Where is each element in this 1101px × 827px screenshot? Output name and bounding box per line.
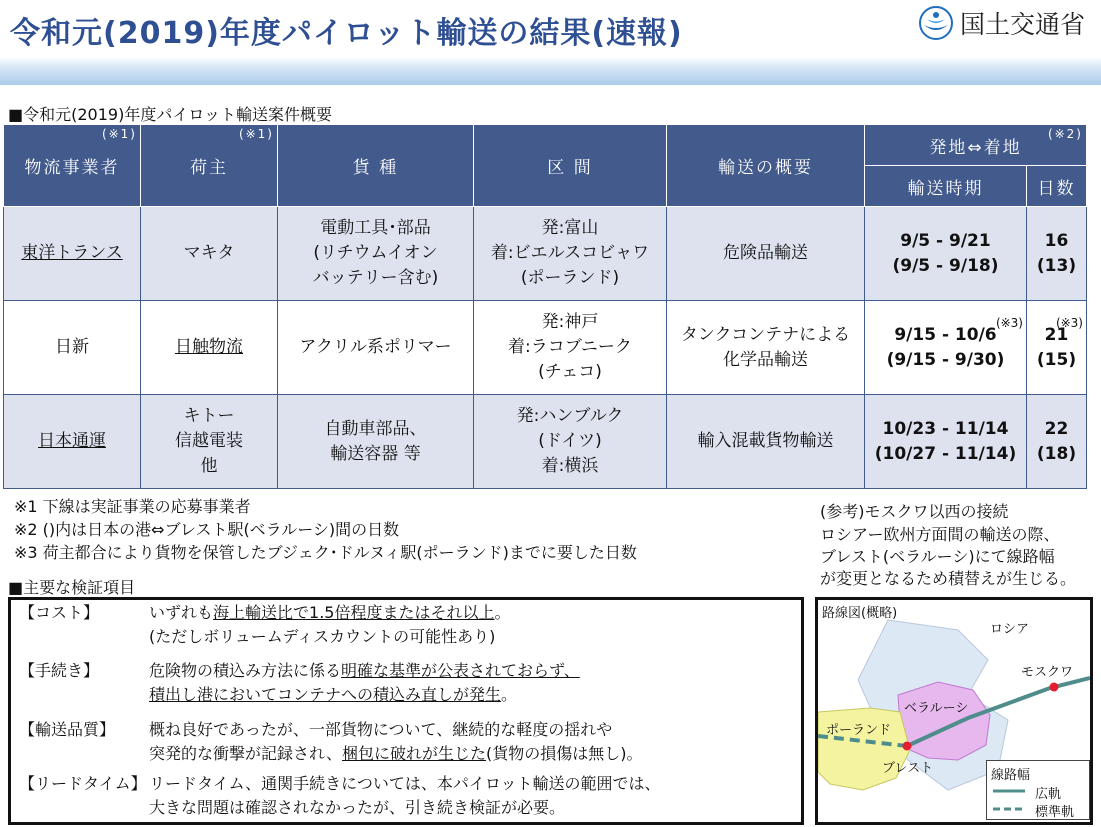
verification-item-procedure: 【手続き】 危険物の積込み方法に係る明確な基準が公表されておらず、 積出し港においてコンテナへの積込み直しが発生。 — [19, 661, 580, 704]
cargo-cell: 電動工具･部品 (リチウムイオン バッテリー含む) — [278, 207, 474, 301]
operator-cell — [4, 301, 141, 395]
days-cell: 16 (13) — [1027, 207, 1087, 301]
broad-gauge-line-icon — [993, 783, 1027, 799]
operator-name: 東洋トランス — [21, 243, 123, 263]
item-label: 【手続き】 — [19, 661, 100, 680]
summary-cell: 危険品輸送 — [667, 207, 865, 301]
brest-marker — [903, 742, 912, 751]
table-section-title: ■令和元(2019)年度パイロット輸送案件概要 — [8, 105, 333, 124]
period-cell: 10/23 - 11/14 (10/27 - 11/14) — [865, 395, 1027, 489]
label-brest: ブレスト — [882, 761, 934, 776]
item-label: 【リードタイム】 — [19, 774, 147, 793]
header-summary: 輸送の概要 — [667, 125, 865, 207]
legend-broad: 広軌 — [993, 783, 1089, 799]
label-belarus: ベラルーシ — [904, 701, 969, 716]
route-cell: 発:神戸 着:ラコブニーク (チェコ) — [474, 301, 667, 395]
legend-title: 線路幅 — [991, 768, 1031, 783]
days-note: (※3) — [1055, 316, 1083, 330]
days-cell: 22 (18) — [1027, 395, 1087, 489]
verification-section-title: ■主要な検証項目 — [8, 578, 136, 597]
header-origin-dest: (※2) 発地⇔着地 — [865, 125, 1087, 166]
footnotes — [14, 495, 637, 564]
label-moscow: モスクワ — [1021, 665, 1074, 680]
footnote: ※1 下線は実証事業の応募事業者 — [14, 497, 251, 516]
operator-cell — [4, 207, 141, 301]
shipper-cell: キトー 信越電装 他 — [141, 395, 278, 489]
reference-text: ロシアー欧州方面間の輸送の際、 ブレスト(ベラルーシ)にて線路幅 が変更となるため積替えが生じる。 — [820, 525, 1077, 588]
shipper-cell: マキタ — [141, 207, 278, 301]
header-shipper: (※1) 荷主 — [141, 125, 278, 207]
table-header-row — [4, 125, 1087, 166]
ministry-logo — [918, 5, 1085, 41]
map-legend — [986, 760, 1090, 820]
summary-cell: 輸入混載貨物輸送 — [667, 395, 865, 489]
shipper-cell: 日触物流 — [141, 301, 278, 395]
verification-item-leadtime: 【リードタイム】 リードタイム、通関手続きについては、本パイロット輸送の範囲では、 大きな問題は確認されなかったが、引き続き検証が必要。 — [19, 774, 661, 817]
map-title: 路線図(概略) — [822, 606, 898, 621]
cargo-cell: アクリル系ポリマー — [278, 301, 474, 395]
page-title: 令和元(2019)年度パイロット輸送の結果(速報) — [10, 16, 683, 51]
footnote: ※3 荷主都合により貨物を保管したブジェク･ドルヌィ駅(ポーランド)までに要した日数 — [14, 543, 637, 562]
operator-name: 日新 — [55, 337, 89, 357]
moscow-marker — [1050, 683, 1059, 692]
ministry-name: 国土交通省 — [960, 10, 1086, 39]
table-row — [4, 301, 1087, 395]
header-operator: (※1) 物流事業者 — [4, 125, 141, 207]
verification-box — [8, 597, 804, 825]
header-route: 区 間 — [474, 125, 667, 207]
footnote: ※2 ()内は日本の港⇔ブレスト駅(ベラルーシ)間の日数 — [14, 520, 400, 539]
item-label: 【コスト】 — [19, 603, 100, 622]
route-cell: 発:ハンブルク (ドイツ) 着:横浜 — [474, 395, 667, 489]
summary-cell: タンクコンテナによる 化学品輸送 — [667, 301, 865, 395]
table-row — [4, 395, 1087, 489]
header-cargo: 貨 種 — [278, 125, 474, 207]
header-days: 日数 — [1027, 166, 1087, 207]
route-map — [815, 597, 1093, 825]
region-belarus — [898, 682, 990, 760]
verification-item-cost: 【コスト】 いずれも海上輸送比で1.5倍程度またはそれ以上。 (ただしボリュームディスカウントの可能性あり) — [19, 603, 511, 646]
route-cell: 発:富山 着:ビエルスコビャワ (ポーランド) — [474, 207, 667, 301]
ministry-emblem-icon — [918, 5, 954, 41]
reference-title: (参考)モスクワ以西の接続 — [820, 502, 1009, 521]
header-period: 輸送時期 — [865, 166, 1027, 207]
verification-item-quality: 【輸送品質】 概ね良好であったが、一部貨物について、継続的な軽度の揺れや 突発的な衝撃が記録され、梱包に破れが生じた(貨物の損傷は無し)。 — [19, 720, 643, 763]
header-band — [0, 57, 1101, 85]
cargo-cell: 自動車部品、 輸送容器 等 — [278, 395, 474, 489]
table-row — [4, 207, 1087, 301]
item-label: 【輸送品質】 — [19, 720, 116, 739]
period-cell: (※3) 9/15 - 10/6 (9/15 - 9/30) — [865, 301, 1027, 395]
pilot-cases-table — [3, 124, 1087, 489]
period-note: (※3) — [995, 316, 1023, 330]
operator-name: 日本通運 — [38, 431, 106, 451]
days-cell: (※3) 21 (15) — [1027, 301, 1087, 395]
operator-cell — [4, 395, 141, 489]
period-cell: 9/5 - 9/21 (9/5 - 9/18) — [865, 207, 1027, 301]
label-poland: ポーランド — [826, 723, 892, 738]
legend-standard: 標準軌 — [993, 801, 1089, 817]
standard-gauge-line-icon — [993, 801, 1027, 817]
label-russia: ロシア — [990, 622, 1030, 637]
